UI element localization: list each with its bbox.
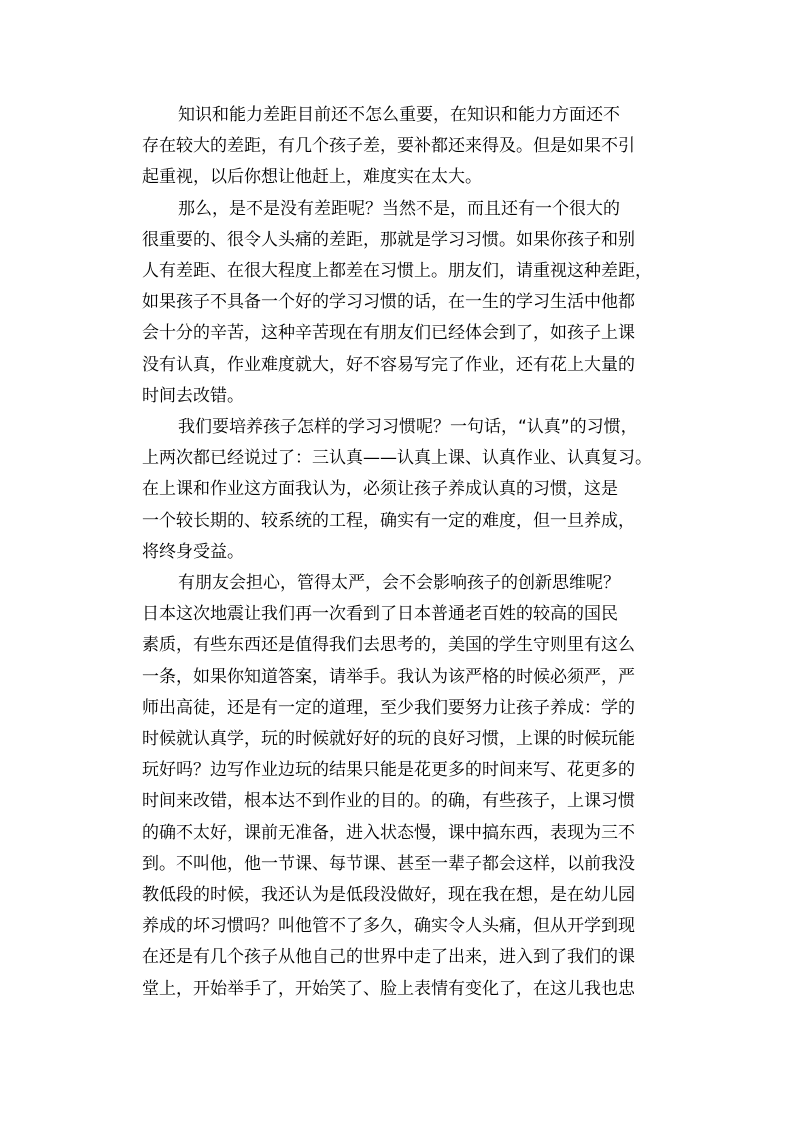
paragraph-4 — [142, 568, 678, 1005]
paragraph-1 — [142, 100, 678, 194]
line-text: 有朋友会担心，管得太严，会不会影响孩子的创新思维呢？ — [178, 573, 620, 594]
text-line — [142, 568, 678, 599]
text-line: 在上课和作业这方面我认为，必须让孩子养成认真的习惯，这是 — [142, 479, 618, 500]
text-line: 时间来改错，根本达不到作业的目的。的确，有些孩子，上课习惯 — [142, 791, 635, 812]
text-line: 到。不叫他，他一节课、每节课、甚至一辈子都会这样，以前我没 — [142, 853, 635, 874]
line-text: 知识和能力差距目前还不怎么重要，在知识和能力方面还不 — [178, 105, 620, 125]
text-line: 存在较大的差距，有几个孩子差，要补都还来得及。但是如果不引 — [142, 136, 635, 157]
text-line: 养成的坏习惯吗？叫他管不了多久，确实令人头痛，但从开学到现 — [142, 916, 635, 937]
text-line: 素质，有些东西还是值得我们去思考的，美国的学生守则里有这么 — [142, 635, 635, 656]
text-line: 玩好吗？边写作业边玩的结果只能是花更多的时间来写、花更多的 — [142, 760, 635, 781]
text-line — [142, 100, 678, 131]
text-line: 堂上，开始举手了，开始笑了、脸上表情有变化了，在这儿我也忠 — [142, 978, 635, 999]
text-line — [142, 194, 678, 225]
text-line: 教低段的时候，我还认为是低段没做好，现在我在想，是在幼儿园 — [142, 885, 635, 906]
text-line: 如果孩子不具备一个好的学习习惯的话，在一生的学习生活中他都 — [142, 292, 635, 313]
text-line: 在还是有几个孩子从他自己的世界中走了出来，进入到了我们的课 — [142, 947, 635, 968]
text-line: 时间去改错。 — [142, 385, 244, 406]
text-line: 没有认真，作业难度就大，好不容易写完了作业，还有花上大量的 — [142, 354, 635, 375]
line-text: 我们要培养孩子怎样的学习习惯呢？一句话，“认真”的习惯， — [178, 417, 638, 438]
text-line: 日本这次地震让我们再一次看到了日本普通老百姓的较高的国民 — [142, 604, 618, 625]
text-line: 一条，如果你知道答案，请举手。我认为该严格的时候必须严，严 — [142, 666, 635, 687]
text-line: 的确不太好，课前无准备，进入状态慢，课中搞东西，表现为三不 — [142, 822, 635, 843]
line-text: 那么，是不是没有差距呢？当然不是，而且还有一个很大的 — [178, 198, 620, 219]
text-line: 一个较长期的、较系统的工程，确实有一定的难度，但一旦养成， — [142, 510, 635, 531]
text-line: 时候就认真学，玩的时候就好好的玩的良好习惯，上课的时候玩能 — [142, 729, 635, 750]
text-line: 会十分的辛苦，这种辛苦现在有朋友们已经体会到了，如孩子上课 — [142, 323, 635, 344]
text-line: 师出高徒，还是有一定的道理，至少我们要努力让孩子养成：学的 — [142, 697, 635, 718]
paragraph-2 — [142, 194, 678, 412]
paragraph-3 — [142, 412, 678, 568]
text-line: 上两次都已经说过了：三认真——认真上课、认真作业、认真复习。 — [142, 448, 652, 469]
text-line: 很重要的、很令人头痛的差距，那就是学习习惯。如果你孩子和别 — [142, 229, 635, 250]
document-body — [142, 100, 678, 1005]
text-line: 起重视，以后你想让他赶上，难度实在太大。 — [142, 167, 482, 188]
text-line: 将终身受益。 — [142, 541, 244, 562]
text-line — [142, 412, 678, 443]
text-line: 人有差距、在很大程度上都差在习惯上。朋友们，请重视这种差距， — [142, 261, 652, 282]
